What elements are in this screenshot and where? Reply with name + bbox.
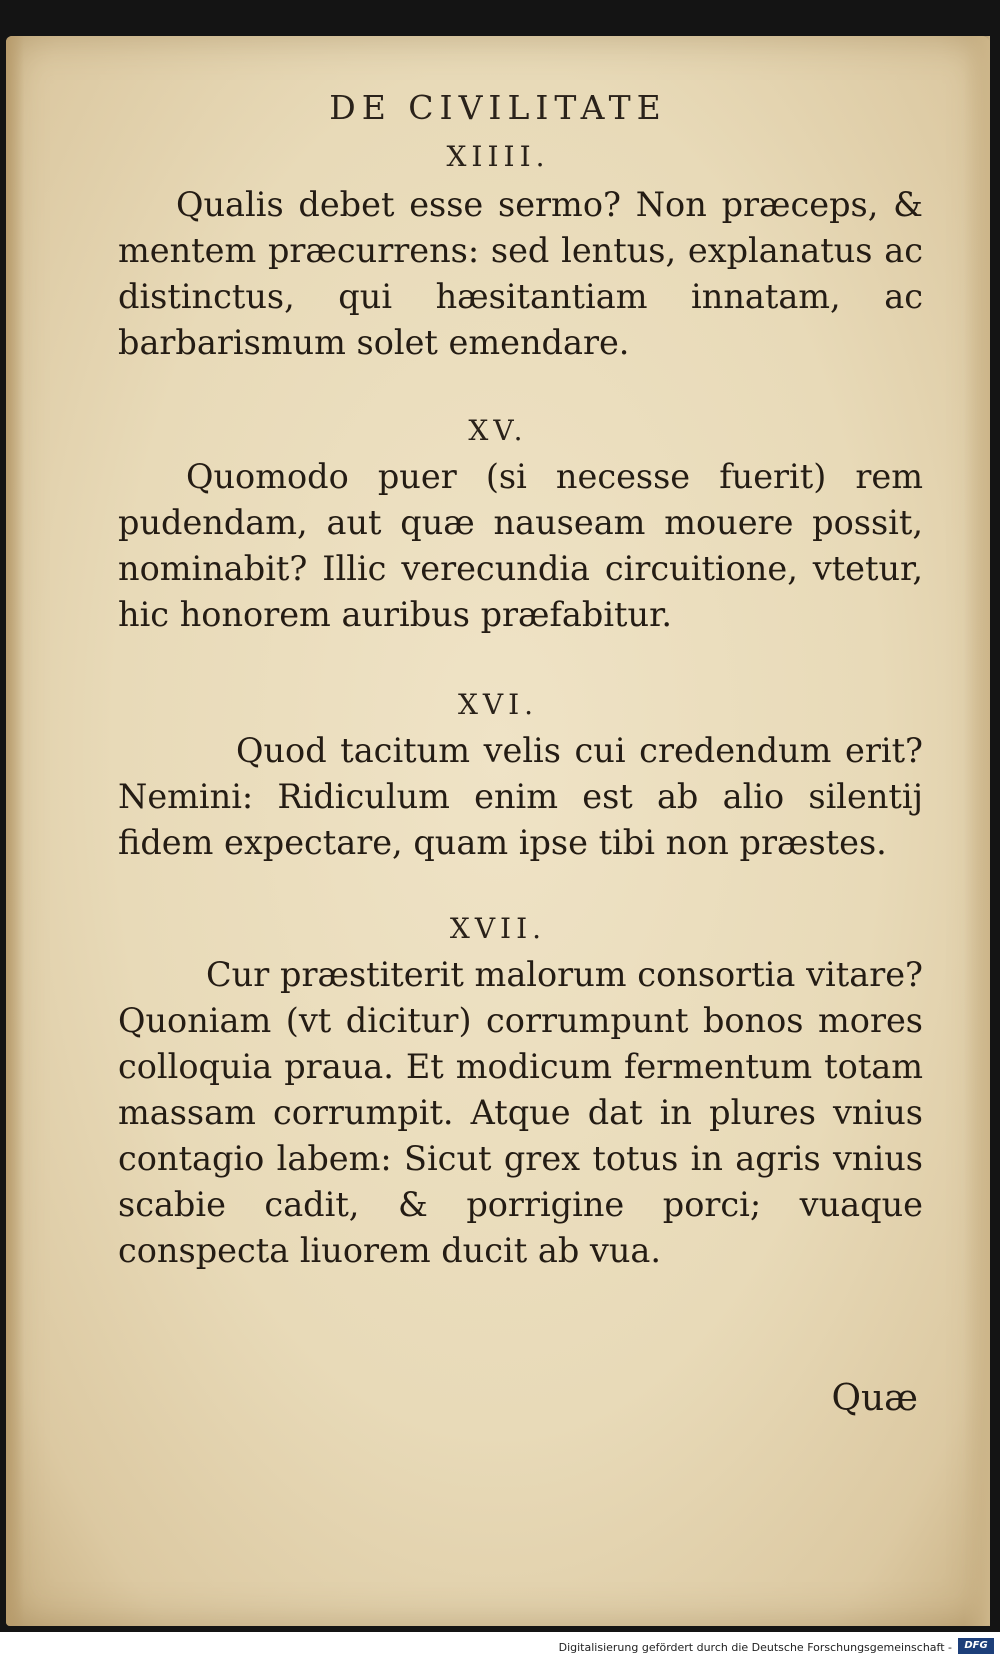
page-edge-right (964, 36, 990, 1626)
section-text-16: Quod tacitum velis cui credendum erit? Nemini: Ridiculum enim est ab alio silentij fidem expectare, quam ipse tibi non præstes. (118, 731, 923, 862)
section-number-16: XVI. (457, 688, 539, 721)
running-head: DE CIVILITATE (329, 88, 667, 127)
dfg-logo: DFG (958, 1638, 994, 1654)
page-edge-left (6, 36, 24, 1626)
section-number-17: XVII. (449, 912, 547, 945)
section-number-14: XIIII. (446, 140, 550, 173)
section-text-14: Qualis debet esse sermo? Non præceps, & mentem præcurrens: sed lentus, explanatus ac distinctus, qui hæsitantiam innatam, ac barbarismum solet emendare. (118, 185, 923, 362)
digitization-footer (0, 1632, 1000, 1658)
catchword: Quæ (831, 1378, 918, 1419)
section-number-15: XV. (468, 414, 528, 447)
section-text-15: Quomodo puer (si necesse fuerit) rem pudendam, aut quæ nauseam mouere possit, nominabit? Illic verecundia circuitione, vtetur, hic honorem auribus præfabitur. (118, 457, 923, 634)
book-page (6, 36, 990, 1626)
section-text-17: Cur præstiterit malorum consortia vitare? Quoniam (vt dicitur) corrumpunt bonos mores colloquia praua. Et modicum fermentum totam massam corrumpit. Atque dat in plures vnius contagio labem: Sicut grex totus in agris vnius scabie cadit, & porrigine porci; vuaque conspecta liuorem ducit ab vua. (118, 955, 923, 1270)
footer-credit: Digitalisierung gefördert durch die Deutsche Forschungsgemeinschaft - (558, 1641, 952, 1654)
